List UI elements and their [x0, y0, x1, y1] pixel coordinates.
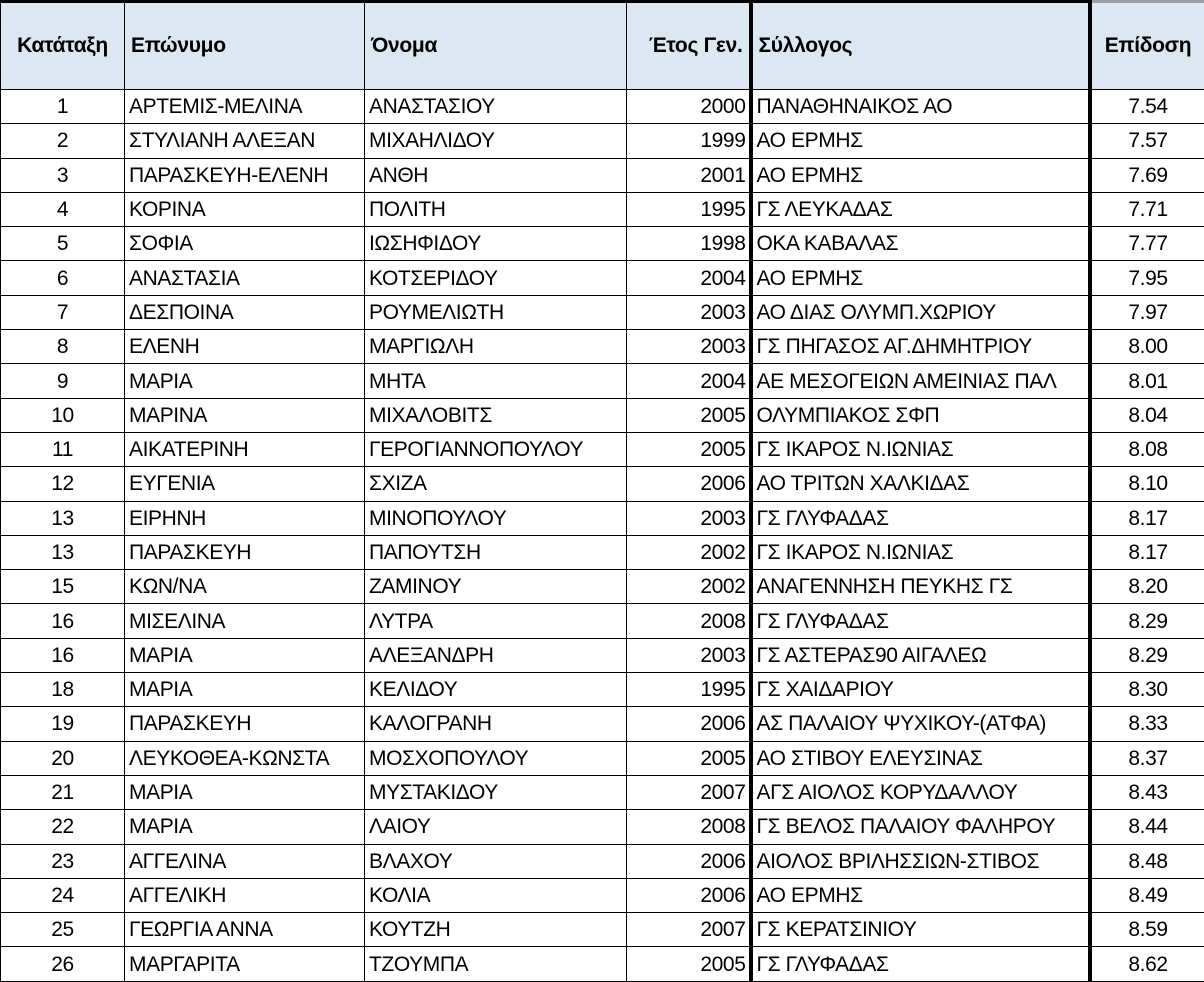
- cell-name[interactable]: ΛΑΙΟΥ: [365, 810, 627, 844]
- cell-surname[interactable]: ΑΡΤΕΜΙΣ-ΜΕΛΙΝΑ: [125, 90, 365, 124]
- cell-name[interactable]: ΑΛΕΞΑΝΔΡΗ: [365, 638, 627, 672]
- cell-rank[interactable]: 8: [1, 330, 125, 364]
- cell-club[interactable]: ΑΟ ΤΡΙΤΩΝ ΧΑΛΚΙΔΑΣ: [751, 467, 1090, 501]
- cell-result[interactable]: 7.97: [1090, 295, 1204, 329]
- cell-club[interactable]: ΓΣ ΓΛΥΦΑΔΑΣ: [751, 501, 1090, 535]
- cell-name[interactable]: ΡΟΥΜΕΛΙΩΤΗ: [365, 295, 627, 329]
- cell-year[interactable]: 2000: [627, 90, 751, 124]
- cell-rank[interactable]: 16: [1, 604, 125, 638]
- cell-result[interactable]: 8.17: [1090, 535, 1204, 569]
- cell-rank[interactable]: 11: [1, 432, 125, 466]
- table-row: [1, 227, 1204, 261]
- cell-club[interactable]: ΑΟ ΣΤΙΒΟΥ ΕΛΕΥΣΙΝΑΣ: [751, 741, 1090, 775]
- cell-rank[interactable]: 25: [1, 913, 125, 947]
- cell-result[interactable]: 8.30: [1090, 673, 1204, 707]
- cell-surname[interactable]: ΜΙΣΕΛΙΝΑ: [125, 604, 365, 638]
- cell-result[interactable]: 8.29: [1090, 604, 1204, 638]
- cell-surname[interactable]: ΜΑΡΙΑ: [125, 364, 365, 398]
- cell-year[interactable]: 2001: [627, 158, 751, 192]
- cell-surname[interactable]: ΜΑΡΙΝΑ: [125, 398, 365, 432]
- cell-surname[interactable]: ΑΙΚΑΤΕΡΙΝΗ: [125, 432, 365, 466]
- cell-club[interactable]: ΓΣ ΑΣΤΕΡΑΣ90 ΑΙΓΑΛΕΩ: [751, 638, 1090, 672]
- cell-surname[interactable]: ΑΓΓΕΛΙΝΑ: [125, 844, 365, 878]
- cell-year[interactable]: 2005: [627, 432, 751, 466]
- cell-surname[interactable]: ΠΑΡΑΣΚΕΥΗ: [125, 707, 365, 741]
- cell-surname[interactable]: ΔΕΣΠΟΙΝΑ: [125, 295, 365, 329]
- cell-result[interactable]: 8.59: [1090, 913, 1204, 947]
- cell-name[interactable]: ΠΟΛΙΤΗ: [365, 192, 627, 226]
- cell-name[interactable]: ΜΥΣΤΑΚΙΔΟΥ: [365, 775, 627, 809]
- cell-result[interactable]: 7.77: [1090, 227, 1204, 261]
- cell-surname[interactable]: ΕΙΡΗΝΗ: [125, 501, 365, 535]
- cell-rank[interactable]: 10: [1, 398, 125, 432]
- table-header: [1, 2, 1204, 90]
- cell-year[interactable]: 1995: [627, 673, 751, 707]
- cell-name[interactable]: ΜΙΧΑΛΟΒΙΤΣ: [365, 398, 627, 432]
- cell-surname[interactable]: ΑΝΑΣΤΑΣΙΑ: [125, 261, 365, 295]
- cell-club[interactable]: ΑΟ ΕΡΜΗΣ: [751, 124, 1090, 158]
- cell-club[interactable]: ΓΣ ΒΕΛΟΣ ΠΑΛΑΙΟΥ ΦΑΛΗΡΟΥ: [751, 810, 1090, 844]
- cell-surname[interactable]: ΓΕΩΡΓΙΑ ΑΝΝΑ: [125, 913, 365, 947]
- cell-club[interactable]: ΑΟ ΕΡΜΗΣ: [751, 878, 1090, 912]
- cell-name[interactable]: ΚΕΛΙΔΟΥ: [365, 673, 627, 707]
- table-row: [1, 124, 1204, 158]
- cell-surname[interactable]: ΛΕΥΚΟΘΕΑ-ΚΩΝΣΤΑ: [125, 741, 365, 775]
- cell-rank[interactable]: 13: [1, 535, 125, 569]
- cell-result[interactable]: 8.49: [1090, 878, 1204, 912]
- cell-year[interactable]: 2004: [627, 364, 751, 398]
- cell-club[interactable]: ΠΑΝΑΘΗΝΑΙΚΟΣ ΑΟ: [751, 90, 1090, 124]
- cell-year[interactable]: 2002: [627, 535, 751, 569]
- cell-surname[interactable]: ΑΓΓΕΛΙΚΗ: [125, 878, 365, 912]
- cell-name[interactable]: ΠΑΠΟΥΤΣΗ: [365, 535, 627, 569]
- table-body: [1, 90, 1204, 982]
- cell-name[interactable]: ΙΩΣΗΦΙΔΟΥ: [365, 227, 627, 261]
- cell-surname[interactable]: ΜΑΡΓΑΡΙΤΑ: [125, 947, 365, 981]
- header-name[interactable]: Όνομα: [365, 2, 627, 90]
- header-club[interactable]: Σύλλογος: [751, 2, 1090, 90]
- cell-rank[interactable]: 16: [1, 638, 125, 672]
- cell-result[interactable]: 8.48: [1090, 844, 1204, 878]
- cell-club[interactable]: ΑΟ ΕΡΜΗΣ: [751, 158, 1090, 192]
- cell-result[interactable]: 8.04: [1090, 398, 1204, 432]
- header-surname[interactable]: Επώνυμο: [125, 2, 365, 90]
- table-row: [1, 913, 1204, 947]
- cell-rank[interactable]: 12: [1, 467, 125, 501]
- cell-year[interactable]: 2003: [627, 295, 751, 329]
- cell-rank[interactable]: 19: [1, 707, 125, 741]
- cell-rank[interactable]: 23: [1, 844, 125, 878]
- header-row: [1, 2, 1204, 90]
- cell-result[interactable]: 8.10: [1090, 467, 1204, 501]
- cell-name[interactable]: ΤΖΟΥΜΠΑ: [365, 947, 627, 981]
- cell-result[interactable]: 7.71: [1090, 192, 1204, 226]
- cell-surname[interactable]: ΚΩΝ/ΝΑ: [125, 570, 365, 604]
- cell-year[interactable]: 2006: [627, 707, 751, 741]
- cell-name[interactable]: ΑΝΘΗ: [365, 158, 627, 192]
- cell-club[interactable]: ΑΣ ΠΑΛΑΙΟΥ ΨΥΧΙΚΟΥ-(ΑΤΦΑ): [751, 707, 1090, 741]
- cell-name[interactable]: ΜΟΣΧΟΠΟΥΛΟΥ: [365, 741, 627, 775]
- table-row: [1, 364, 1204, 398]
- cell-name[interactable]: ΑΝΑΣΤΑΣΙΟΥ: [365, 90, 627, 124]
- cell-result[interactable]: 8.20: [1090, 570, 1204, 604]
- cell-year[interactable]: 2007: [627, 913, 751, 947]
- cell-club[interactable]: ΑΕ ΜΕΣΟΓΕΙΩΝ ΑΜΕΙΝΙΑΣ ΠΑΛ: [751, 364, 1090, 398]
- cell-name[interactable]: ΜΗΤΑ: [365, 364, 627, 398]
- table-row: [1, 810, 1204, 844]
- cell-rank[interactable]: 6: [1, 261, 125, 295]
- cell-surname[interactable]: ΜΑΡΙΑ: [125, 775, 365, 809]
- cell-result[interactable]: 8.17: [1090, 501, 1204, 535]
- cell-surname[interactable]: ΕΛΕΝΗ: [125, 330, 365, 364]
- cell-year[interactable]: 2006: [627, 878, 751, 912]
- cell-year[interactable]: 1995: [627, 192, 751, 226]
- table-row: [1, 467, 1204, 501]
- cell-surname[interactable]: ΜΑΡΙΑ: [125, 810, 365, 844]
- cell-result[interactable]: 8.01: [1090, 364, 1204, 398]
- table-row: [1, 638, 1204, 672]
- cell-name[interactable]: ΚΑΛΟΓΡΑΝΗ: [365, 707, 627, 741]
- cell-year[interactable]: 2002: [627, 570, 751, 604]
- cell-rank[interactable]: 7: [1, 295, 125, 329]
- table-row: [1, 741, 1204, 775]
- table-row: [1, 673, 1204, 707]
- cell-year[interactable]: 2005: [627, 398, 751, 432]
- table-row: [1, 604, 1204, 638]
- table-row: [1, 261, 1204, 295]
- cell-result[interactable]: 8.00: [1090, 330, 1204, 364]
- cell-result[interactable]: 7.69: [1090, 158, 1204, 192]
- cell-name[interactable]: ΜΙΝΟΠΟΥΛΟΥ: [365, 501, 627, 535]
- cell-surname[interactable]: ΠΑΡΑΣΚΕΥΗ-ΕΛΕΝΗ: [125, 158, 365, 192]
- cell-result[interactable]: 8.43: [1090, 775, 1204, 809]
- cell-year[interactable]: 2006: [627, 467, 751, 501]
- cell-rank[interactable]: 15: [1, 570, 125, 604]
- cell-year[interactable]: 2008: [627, 810, 751, 844]
- cell-club[interactable]: ΓΣ ΚΕΡΑΤΣΙΝΙΟΥ: [751, 913, 1090, 947]
- cell-name[interactable]: ΒΛΑΧΟΥ: [365, 844, 627, 878]
- cell-surname[interactable]: ΜΑΡΙΑ: [125, 673, 365, 707]
- cell-result[interactable]: 7.57: [1090, 124, 1204, 158]
- table-row: [1, 501, 1204, 535]
- cell-year[interactable]: 2003: [627, 501, 751, 535]
- table-row: [1, 844, 1204, 878]
- table-row: [1, 158, 1204, 192]
- cell-name[interactable]: ΣΧΙΖΑ: [365, 467, 627, 501]
- table-row: [1, 707, 1204, 741]
- cell-surname[interactable]: ΣΤΥΛΙΑΝΗ ΑΛΕΞΑΝ: [125, 124, 365, 158]
- table-row: [1, 295, 1204, 329]
- cell-rank[interactable]: 3: [1, 158, 125, 192]
- cell-result[interactable]: 8.44: [1090, 810, 1204, 844]
- cell-club[interactable]: ΑΟ ΔΙΑΣ ΟΛΥΜΠ.ΧΩΡΙΟΥ: [751, 295, 1090, 329]
- cell-club[interactable]: ΟΛΥΜΠΙΑΚΟΣ ΣΦΠ: [751, 398, 1090, 432]
- cell-year[interactable]: 2005: [627, 947, 751, 981]
- cell-club[interactable]: ΓΣ ΓΛΥΦΑΔΑΣ: [751, 947, 1090, 981]
- cell-result[interactable]: 8.62: [1090, 947, 1204, 981]
- cell-surname[interactable]: ΜΑΡΙΑ: [125, 638, 365, 672]
- cell-surname[interactable]: ΠΑΡΑΣΚΕΥΗ: [125, 535, 365, 569]
- table-row: [1, 775, 1204, 809]
- table-row: [1, 330, 1204, 364]
- cell-result[interactable]: 8.33: [1090, 707, 1204, 741]
- cell-name[interactable]: ΜΙΧΑΗΛΙΔΟΥ: [365, 124, 627, 158]
- header-year[interactable]: Έτος Γεν.: [627, 2, 751, 90]
- cell-club[interactable]: ΑΙΟΛΟΣ ΒΡΙΛΗΣΣΙΩΝ-ΣΤΙΒΟΣ: [751, 844, 1090, 878]
- cell-club[interactable]: ΑΟ ΕΡΜΗΣ: [751, 261, 1090, 295]
- cell-result[interactable]: 8.08: [1090, 432, 1204, 466]
- cell-name[interactable]: ΚΟΤΣΕΡΙΔΟΥ: [365, 261, 627, 295]
- cell-surname[interactable]: ΕΥΓΕΝΙΑ: [125, 467, 365, 501]
- table-row: [1, 90, 1204, 124]
- cell-rank[interactable]: 18: [1, 673, 125, 707]
- cell-name[interactable]: ΓΕΡΟΓΙΑΝΝΟΠΟΥΛΟΥ: [365, 432, 627, 466]
- header-rank[interactable]: Κατάταξη: [1, 2, 125, 90]
- table-row: [1, 192, 1204, 226]
- cell-rank[interactable]: 26: [1, 947, 125, 981]
- cell-rank[interactable]: 13: [1, 501, 125, 535]
- cell-rank[interactable]: 22: [1, 810, 125, 844]
- cell-name[interactable]: ΜΑΡΓΙΩΛΗ: [365, 330, 627, 364]
- table-row: [1, 398, 1204, 432]
- table-row: [1, 947, 1204, 981]
- header-result[interactable]: Επίδοση: [1090, 2, 1204, 90]
- cell-club[interactable]: ΑΓΣ ΑΙΟΛΟΣ ΚΟΡΥΔΑΛΛΟΥ: [751, 775, 1090, 809]
- cell-year[interactable]: 2004: [627, 261, 751, 295]
- cell-club[interactable]: ΓΣ ΠΗΓΑΣΟΣ ΑΓ.ΔΗΜΗΤΡΙΟΥ: [751, 330, 1090, 364]
- cell-year[interactable]: 2006: [627, 844, 751, 878]
- cell-rank[interactable]: 9: [1, 364, 125, 398]
- cell-name[interactable]: ΚΟΛΙΑ: [365, 878, 627, 912]
- table-row: [1, 878, 1204, 912]
- cell-year[interactable]: 1998: [627, 227, 751, 261]
- cell-result[interactable]: 8.29: [1090, 638, 1204, 672]
- cell-rank[interactable]: 21: [1, 775, 125, 809]
- cell-rank[interactable]: 4: [1, 192, 125, 226]
- cell-rank[interactable]: 24: [1, 878, 125, 912]
- cell-surname[interactable]: ΣΟΦΙΑ: [125, 227, 365, 261]
- cell-rank[interactable]: 20: [1, 741, 125, 775]
- cell-club[interactable]: ΓΣ ΓΛΥΦΑΔΑΣ: [751, 604, 1090, 638]
- cell-name[interactable]: ΚΟΥΤΖΗ: [365, 913, 627, 947]
- cell-rank[interactable]: 2: [1, 124, 125, 158]
- cell-name[interactable]: ΛΥΤΡΑ: [365, 604, 627, 638]
- cell-year[interactable]: 2008: [627, 604, 751, 638]
- cell-club[interactable]: ΓΣ ΙΚΑΡΟΣ Ν.ΙΩΝΙΑΣ: [751, 432, 1090, 466]
- cell-rank[interactable]: 5: [1, 227, 125, 261]
- cell-name[interactable]: ΖΑΜΙΝΟΥ: [365, 570, 627, 604]
- cell-result[interactable]: 7.54: [1090, 90, 1204, 124]
- table-row: [1, 432, 1204, 466]
- cell-result[interactable]: 8.37: [1090, 741, 1204, 775]
- cell-year[interactable]: 2007: [627, 775, 751, 809]
- table-row: [1, 535, 1204, 569]
- cell-year[interactable]: 2003: [627, 330, 751, 364]
- cell-rank[interactable]: 1: [1, 90, 125, 124]
- cell-club[interactable]: ΓΣ ΧΑΙΔΑΡΙΟΥ: [751, 673, 1090, 707]
- cell-surname[interactable]: ΚΟΡΙΝΑ: [125, 192, 365, 226]
- cell-club[interactable]: ΓΣ ΙΚΑΡΟΣ Ν.ΙΩΝΙΑΣ: [751, 535, 1090, 569]
- cell-year[interactable]: 1999: [627, 124, 751, 158]
- cell-year[interactable]: 2005: [627, 741, 751, 775]
- table-row: [1, 570, 1204, 604]
- cell-club[interactable]: ΓΣ ΛΕΥΚΑΔΑΣ: [751, 192, 1090, 226]
- cell-result[interactable]: 7.95: [1090, 261, 1204, 295]
- cell-club[interactable]: ΑΝΑΓΕΝΝΗΣΗ ΠΕΥΚΗΣ ΓΣ: [751, 570, 1090, 604]
- cell-year[interactable]: 2003: [627, 638, 751, 672]
- cell-club[interactable]: ΟΚΑ ΚΑΒΑΛΑΣ: [751, 227, 1090, 261]
